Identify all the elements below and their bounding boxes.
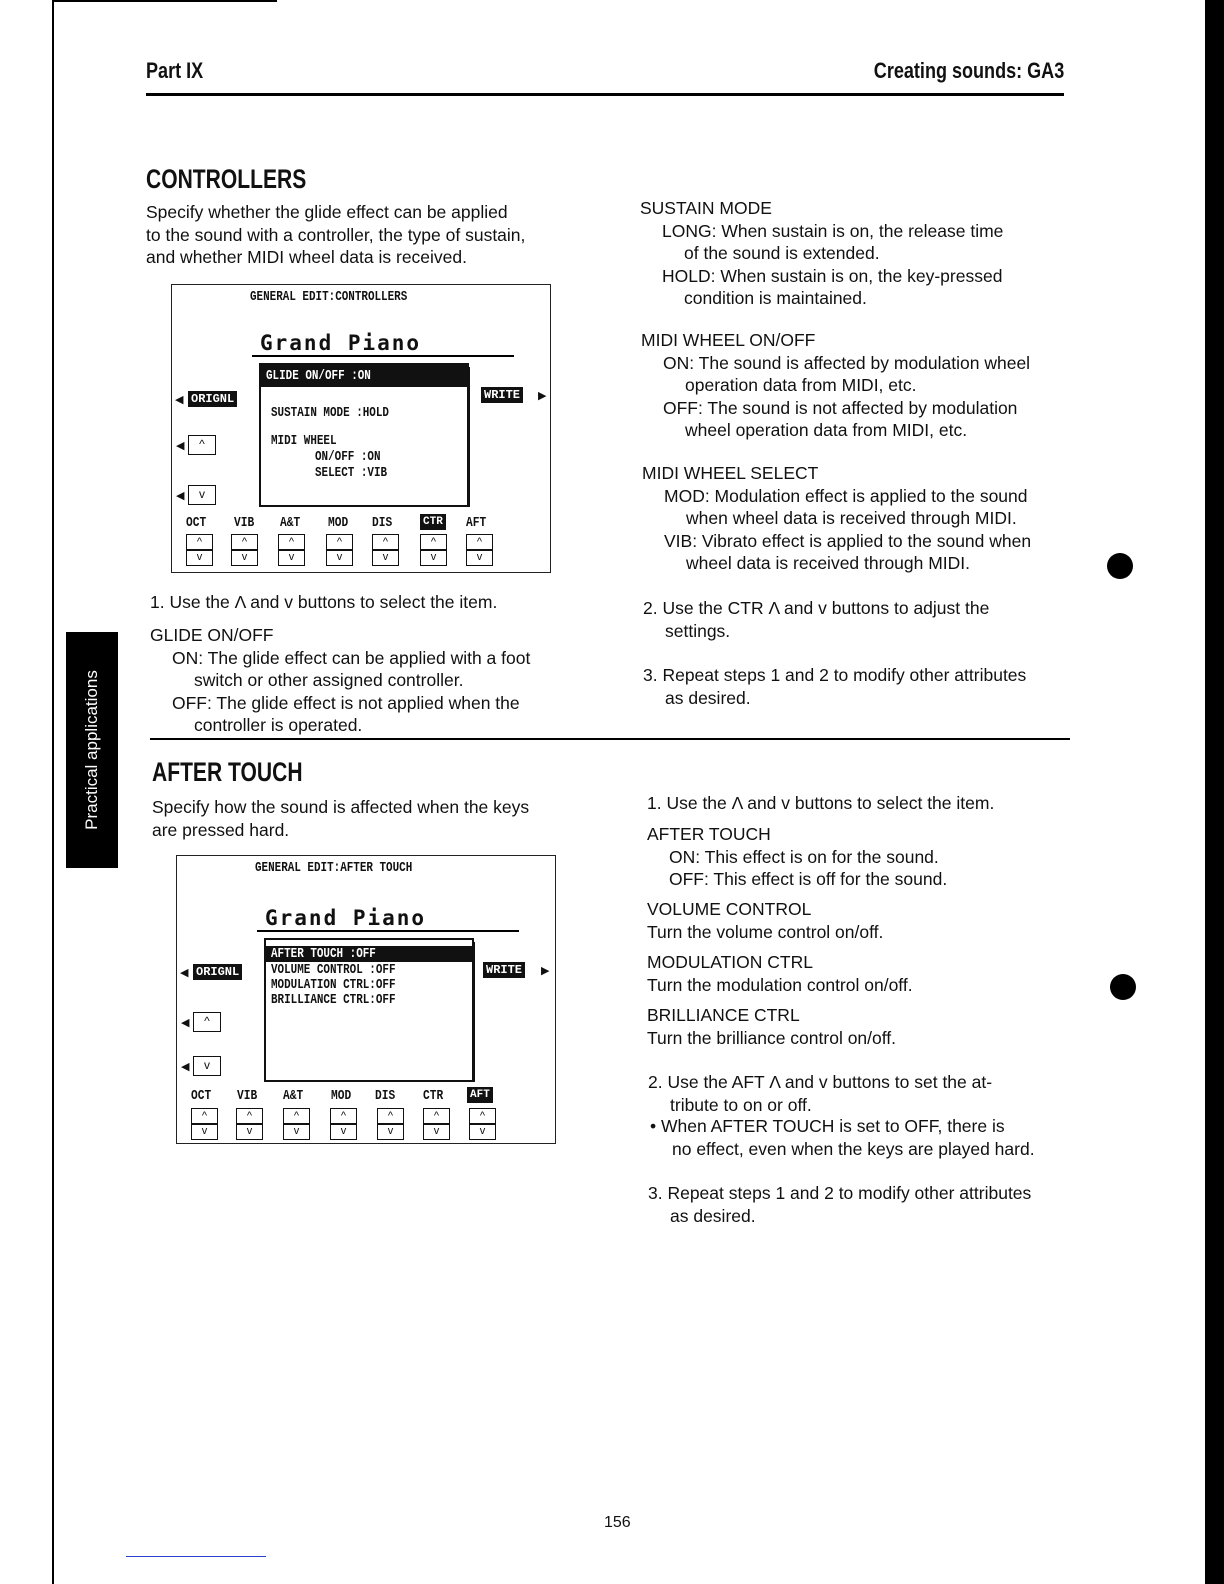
menu-row[interactable]: MODULATION CTRL:OFF <box>271 977 396 993</box>
page-footer-line <box>126 1556 266 1557</box>
term-line: VIB: Vibrato effect is applied to the sound when <box>664 530 1032 551</box>
term-line: OFF: The glide effect is not applied when the <box>172 692 520 713</box>
menu-row: GLIDE ON/OFF :ON <box>266 368 371 384</box>
lcd-after-touch <box>176 855 556 1144</box>
term-line: wheel operation data from MIDI, etc. <box>685 420 968 440</box>
page-border-left <box>52 0 54 1584</box>
lcd-header: GENERAL EDIT:CONTROLLERS <box>250 289 408 305</box>
mod-updown[interactable]: ^ v <box>326 534 353 566</box>
term-line: MOD: Modulation effect is applied to the sound <box>664 485 1028 506</box>
term-title: BRILLIANCE CTRL <box>647 1005 800 1025</box>
ctr-updown[interactable]: ^ v <box>423 1108 450 1140</box>
down-button[interactable] <box>188 485 216 505</box>
term-title: AFTER TOUCH <box>647 824 771 844</box>
up-button[interactable] <box>193 1012 221 1032</box>
lcd-controllers <box>171 284 551 573</box>
lcd-underline <box>257 930 519 932</box>
chevron-down-icon: v <box>199 487 205 501</box>
param-label: MOD <box>328 515 349 531</box>
lcd-header: GENERAL EDIT:AFTER TOUCH <box>255 860 413 876</box>
page-number: 156 <box>604 1514 631 1531</box>
page-border-right <box>1205 0 1224 1584</box>
param-label: AFT <box>466 515 487 531</box>
up-button[interactable] <box>188 435 216 455</box>
chevron-down-icon: v <box>204 1058 210 1072</box>
term-title: MIDI WHEEL ON/OFF <box>641 330 816 350</box>
menu-row[interactable]: VOLUME CONTROL :OFF <box>271 962 396 978</box>
term-title: GLIDE ON/OFF <box>150 625 274 645</box>
menu-row[interactable]: MIDI WHEEL <box>271 433 337 449</box>
term-line: switch or other assigned controller. <box>194 670 464 690</box>
controllers-title: CONTROLLERS <box>146 164 307 194</box>
selected-row[interactable] <box>261 365 467 387</box>
arrow-left-icon: ◀ <box>175 394 184 406</box>
term-line: OFF: This effect is off for the sound. <box>669 869 948 889</box>
volume-desc <box>647 898 1087 943</box>
intro-line: are pressed hard. <box>152 819 290 840</box>
selected-row[interactable] <box>266 946 472 962</box>
after-touch-title: AFTER TOUCH <box>152 757 303 787</box>
term-line: wheel data is received through MIDI. <box>686 553 971 573</box>
term-line: controller is operated. <box>194 715 363 735</box>
step-line: 3. Repeat steps 1 and 2 to modify other attributes <box>643 665 1027 685</box>
menu-row[interactable]: SELECT :VIB <box>315 465 388 481</box>
step-line: settings. <box>665 620 731 641</box>
menu-row[interactable]: BRILLIANCE CTRL:OFF <box>271 992 396 1008</box>
margin-dot <box>1107 553 1133 579</box>
term-title: VOLUME CONTROL <box>647 899 812 919</box>
menu-row[interactable]: ON/OFF :ON <box>315 449 381 465</box>
term-title: MIDI WHEEL SELECT <box>642 463 819 483</box>
term-line: when wheel data is received through MIDI. <box>686 508 1017 528</box>
orignl-button[interactable]: ORIGNL <box>193 964 242 980</box>
brilliance-desc <box>647 1004 1087 1049</box>
param-label: MOD <box>331 1088 352 1104</box>
page-border-top <box>52 0 277 2</box>
param-label: VIB <box>234 515 255 531</box>
lcd-underline <box>252 355 514 357</box>
step-line: 2. Use the CTR Λ and v buttons to adjust the <box>643 598 990 618</box>
step-line: 3. Repeat steps 1 and 2 to modify other attributes <box>648 1183 1032 1203</box>
aft-updown[interactable]: ^ v <box>466 534 493 566</box>
note-line: no effect, even when the keys are played hard. <box>672 1138 1035 1159</box>
param-label: OCT <box>191 1088 212 1104</box>
controllers-step1: 1. Use the Λ and v buttons to select the item. <box>150 592 498 612</box>
note-line: • When AFTER TOUCH is set to OFF, there is <box>650 1116 1005 1136</box>
margin-dot <box>1110 974 1136 1000</box>
param-label: DIS <box>375 1088 396 1104</box>
param-label: VIB <box>237 1088 258 1104</box>
menu-row[interactable]: SUSTAIN MODE :HOLD <box>271 405 389 421</box>
arrow-right-icon: ▶ <box>538 390 547 402</box>
modulation-desc <box>647 951 1087 996</box>
term-title: MODULATION CTRL <box>647 952 813 972</box>
arrow-left-icon: ◀ <box>180 967 189 979</box>
at-updown[interactable]: ^ v <box>278 534 305 566</box>
lcd-sound-name: Grand Piano <box>265 906 427 930</box>
param-label: CTR <box>423 1088 444 1104</box>
section-divider <box>150 738 1070 740</box>
controllers-step2 <box>643 597 1083 642</box>
term-line: ON: The glide effect can be applied with a foot <box>172 647 531 668</box>
param-label: A&T <box>280 515 301 531</box>
side-tab-label: Practical applications <box>82 670 101 830</box>
arrow-left-icon: ◀ <box>176 440 185 452</box>
step-line: as desired. <box>665 687 751 708</box>
step-line: as desired. <box>670 1205 756 1226</box>
intro-line: Specify how the sound is affected when the keys <box>152 797 530 817</box>
menu-box <box>259 363 469 507</box>
param-label: DIS <box>372 515 393 531</box>
oct-updown[interactable]: ^ v <box>186 534 213 566</box>
at-updown[interactable]: ^ v <box>283 1108 310 1140</box>
wheel-select-desc <box>642 462 1082 575</box>
term-line: HOLD: When sustain is on, the key-pressed <box>662 265 1003 286</box>
oct-updown[interactable]: ^ v <box>191 1108 218 1140</box>
aft-updown[interactable]: ^ v <box>469 1108 496 1140</box>
controllers-intro <box>146 201 596 269</box>
dis-updown[interactable]: ^ v <box>372 534 399 566</box>
side-tab <box>66 632 118 868</box>
lcd-sound-name: Grand Piano <box>260 331 422 355</box>
step-line: tribute to on or off. <box>670 1094 812 1115</box>
menu-box <box>264 938 474 1082</box>
term-line: operation data from MIDI, etc. <box>685 375 917 395</box>
term-line: OFF: The sound is not affected by modulation <box>663 397 1018 418</box>
term-title: SUSTAIN MODE <box>640 198 772 218</box>
after-touch-note <box>650 1115 1090 1160</box>
param-label: A&T <box>283 1088 304 1104</box>
ctr-label-selected[interactable]: CTR <box>420 514 446 530</box>
step-line: 2. Use the AFT Λ and v buttons to set the at- <box>648 1072 993 1092</box>
down-button[interactable] <box>193 1056 221 1076</box>
after-touch-intro <box>152 796 602 841</box>
term-line: condition is maintained. <box>684 288 867 308</box>
controllers-step3 <box>643 664 1083 709</box>
at-desc <box>647 823 1087 891</box>
mod-updown[interactable]: ^ v <box>330 1108 357 1140</box>
chevron-up-icon: ^ <box>199 437 205 451</box>
write-button[interactable]: WRITE <box>483 962 525 978</box>
chapter-title: Creating sounds: GA3 <box>873 58 1064 83</box>
aft-label-selected[interactable]: AFT <box>467 1087 493 1103</box>
intro-line: to the sound with a controller, the type of sustain, <box>146 224 526 245</box>
term-line: Turn the brilliance control on/off. <box>647 1027 897 1048</box>
arrow-left-icon: ◀ <box>181 1061 190 1073</box>
arrow-left-icon: ◀ <box>181 1017 190 1029</box>
after-touch-step3 <box>648 1182 1088 1227</box>
part-label: Part IX <box>146 58 204 83</box>
header-rule <box>146 93 1064 96</box>
after-touch-step1: 1. Use the Λ and v buttons to select the item. <box>647 793 995 813</box>
vib-updown[interactable]: ^ v <box>236 1108 263 1140</box>
vib-updown[interactable]: ^ v <box>231 534 258 566</box>
arrow-right-icon: ▶ <box>541 965 550 977</box>
write-button[interactable]: WRITE <box>481 387 523 403</box>
sustain-desc <box>640 197 1080 310</box>
intro-line: Specify whether the glide effect can be applied <box>146 202 508 222</box>
after-touch-step2 <box>648 1071 1088 1116</box>
term-line: ON: The sound is affected by modulation wheel <box>663 352 1031 373</box>
glide-desc <box>150 624 600 737</box>
orignl-button[interactable]: ORIGNL <box>188 391 237 407</box>
dis-updown[interactable]: ^ v <box>377 1108 404 1140</box>
chevron-up-icon: ^ <box>204 1014 210 1028</box>
intro-line: and whether MIDI wheel data is received. <box>146 247 467 267</box>
term-line: of the sound is extended. <box>684 243 880 263</box>
term-line: ON: This effect is on for the sound. <box>669 846 939 867</box>
menu-row: AFTER TOUCH :OFF <box>271 946 376 962</box>
arrow-left-icon: ◀ <box>176 490 185 502</box>
term-line: Turn the modulation control on/off. <box>647 974 913 995</box>
wheel-onoff-desc <box>641 329 1081 442</box>
term-line: LONG: When sustain is on, the release time <box>662 220 1004 241</box>
param-label: OCT <box>186 515 207 531</box>
ctr-updown[interactable]: ^ v <box>420 534 447 566</box>
term-line: Turn the volume control on/off. <box>647 921 884 942</box>
